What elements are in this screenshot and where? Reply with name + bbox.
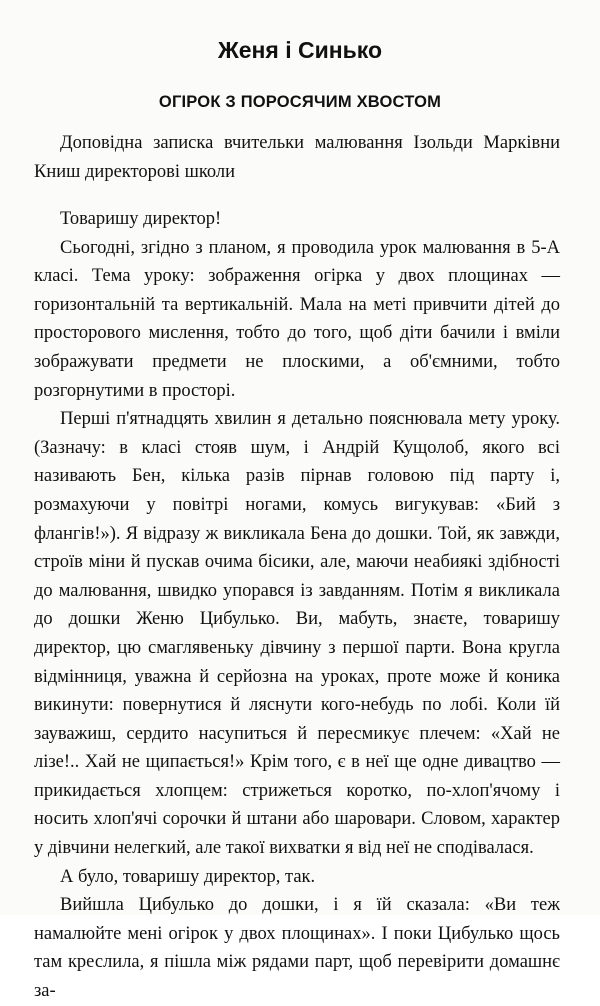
paragraph: А було, товаришу директор, так. xyxy=(60,866,316,887)
chapter-title: ОГІРОК З ПОРОСЯЧИМ ХВОСТОМ xyxy=(158,93,442,111)
memo-body xyxy=(34,205,560,1006)
paragraph: Перші п'ятнадцять хвилин я детально пояснювала мету уроку. (Зазначу: в класі стояв шум, і Андрій Кущолоб, якого всі називають Бен, кілька разів пірнав головою під парту і, розмахуючи у повітрі ногами, комусь вигукував: «Бий з флангів!»). Я відразу ж викликала Бена до дошки. Той, як завжди, строїв міни й пускав очима бісики, але, маючи неабиякі здібності до малювання, швидко упорався із завданням. Потім я викликала до дошки Женю Цибулько. Ви, мабуть, знаєте, товаришу директор, цю смаглявеньку дівчину з першої парти. Вона кругла відмінниця, уважна й серйозна на уроках, проте може й коника викинути: повернутися й ляснути кого-небудь по лобі. Коли їй зауважиш, сердито насупиться й пересмикує плечем: «Хай не лізе!.. Хай не щипається!» Крім того, є в неї ще одне дивацтво — прикидається хлопцем: стрижеться коротко, по-хлоп'ячому і носить хлоп'ячі сорочки й штани або шаровари. Словом, характер у дівчини нелегкий, але такої вихватки я від неї не сподівалася. xyxy=(34,409,560,859)
memo-heading: Доповідна записка вчительки малювання Ізольди Марківни Книш директорові школи xyxy=(34,133,560,182)
book-title: Женя і Синько xyxy=(217,37,383,63)
paragraph: Вийшла Цибулько до дошки, і я їй сказала: «Ви теж намалюйте мені огірок у двох площинах». І поки Цибулько щось там креслила, я пішла між рядами парт, щоб перевірити домашнє за- xyxy=(34,895,560,1002)
paragraph-greeting: Товаришу директор! xyxy=(60,209,222,229)
paragraph: Сьогодні, згідно з планом, я проводила урок малювання в 5-А класі. Тема уроку: зображення огірка у двох площинах — горизонтальній та вертикальній. Мала на меті привчити дітей до просторового мислення, тобто до того, щоб діти бачили і вміли зображувати предмети не плоскими, а об'ємними, тобто розгорнутими в просторі. xyxy=(34,237,560,401)
